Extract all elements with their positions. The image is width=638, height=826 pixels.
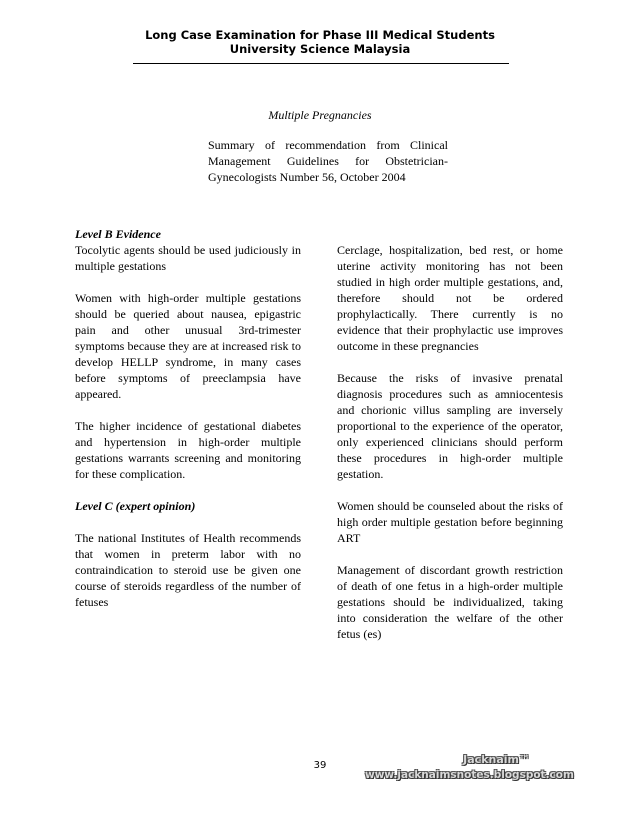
summary-line: Gynecologists Number 56, October 2004 [208, 170, 406, 184]
right-column [337, 242, 563, 658]
summary-line: Summary of recommendation from Clinical [208, 138, 448, 152]
document-title: Multiple Pregnancies [268, 108, 372, 122]
level-c-heading: Level C (expert opinion) [75, 499, 196, 513]
level-b-heading: Level B Evidence [75, 227, 161, 241]
brand-watermark: Jacknaim™ [463, 753, 530, 766]
paragraph-tocolytic: Tocolytic agents should be used judiciously in multiple gestations [75, 243, 301, 273]
summary-block [208, 137, 448, 185]
header-divider [133, 63, 509, 64]
page-number: 39 [313, 760, 327, 771]
paragraph-discordant-growth: Management of discordant growth restriction of death of one fetus in a high-order multiple gestations should be individualized, taking into consideration the welfare of the other fetus (es) [337, 563, 563, 641]
paragraph-hellp: Women with high-order multiple gestations should be queried about nausea, epigastric pain and other unusual 3rd-trimester symptoms because they are at increased risk to develop HELLP syndrome, in many cases before symptoms of preeclampsia have appeared. [75, 291, 301, 401]
page-header [130, 28, 510, 56]
summary-line: Management Guidelines for Obstetrician- [208, 154, 448, 168]
header-title: Long Case Examination for Phase III Medical Students [145, 28, 495, 42]
header-institution: University Science Malaysia [229, 42, 411, 56]
left-column [75, 226, 301, 626]
paragraph-prenatal-diagnosis: Because the risks of invasive prenatal diagnosis procedures such as amniocentesis and chorionic villus sampling are inversely proportional to the experience of the operator, only experienced clinicians should perform these procedures in high-order multiple gestation. [337, 371, 563, 481]
paragraph-diabetes: The higher incidence of gestational diabetes and hypertension in high-order multiple gestations warrants screening and monitoring for these complication. [75, 419, 301, 481]
paragraph-counseling: Women should be counseled about the risks of high order multiple gestation before beginning ART [337, 499, 563, 545]
paragraph-steroids: The national Institutes of Health recommends that women in preterm labor with no contraindication to steroid use be given one course of steroids regardless of the number of fetuses [75, 531, 301, 609]
paragraph-cerclage: Cerclage, hospitalization, bed rest, or home uterine activity monitoring has not been studied in high order multiple gestations, and, therefore should not be ordered prophylactically. There currently is no evidence that their prophylactic use improves outcome in these pregnancies [337, 243, 563, 353]
brand-url-link[interactable]: www.jacknaimsnotes.blogspot.com [365, 769, 574, 781]
